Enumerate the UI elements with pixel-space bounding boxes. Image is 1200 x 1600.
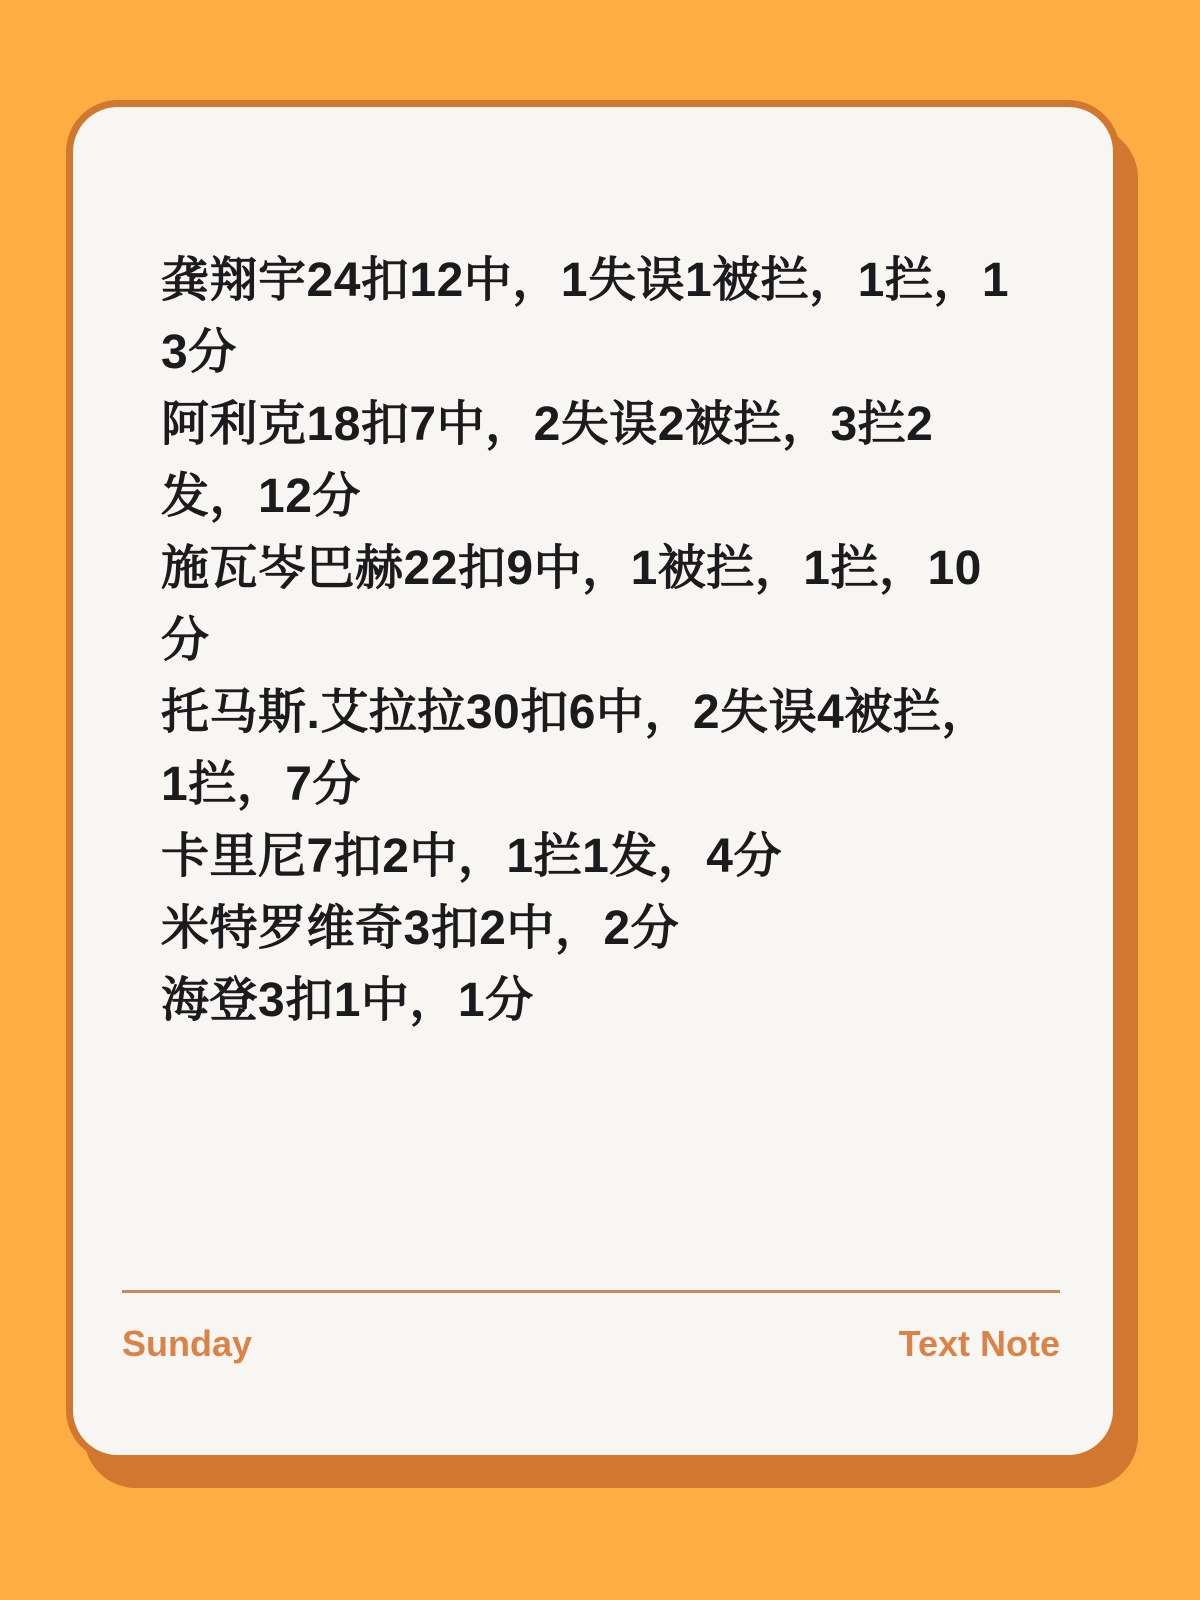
stat-line: 施瓦岑巴赫22扣9中，1被拦，1拦，10分 <box>161 542 982 667</box>
stat-line: 卡里尼7扣2中，1拦1发，4分 <box>161 830 782 883</box>
footer-divider <box>122 1290 1060 1293</box>
stat-line: 阿利克18扣7中，2失误2被拦，3拦2发，12分 <box>161 398 934 523</box>
stat-line: 龚翔宇24扣12中，1失误1被拦，1拦，13分 <box>161 254 1010 379</box>
note-card <box>66 100 1120 1462</box>
note-footer <box>122 1290 1060 1365</box>
footer-type-label: Text Note <box>898 1323 1060 1364</box>
stat-line: 米特罗维奇3扣2中，2分 <box>161 902 680 955</box>
note-body <box>161 245 1015 1037</box>
stat-line: 海登3扣1中，1分 <box>161 974 534 1027</box>
stat-line: 托马斯.艾拉拉30扣6中，2失误4被拦，1拦，7分 <box>161 686 990 811</box>
footer-day-label: Sunday <box>122 1323 253 1364</box>
